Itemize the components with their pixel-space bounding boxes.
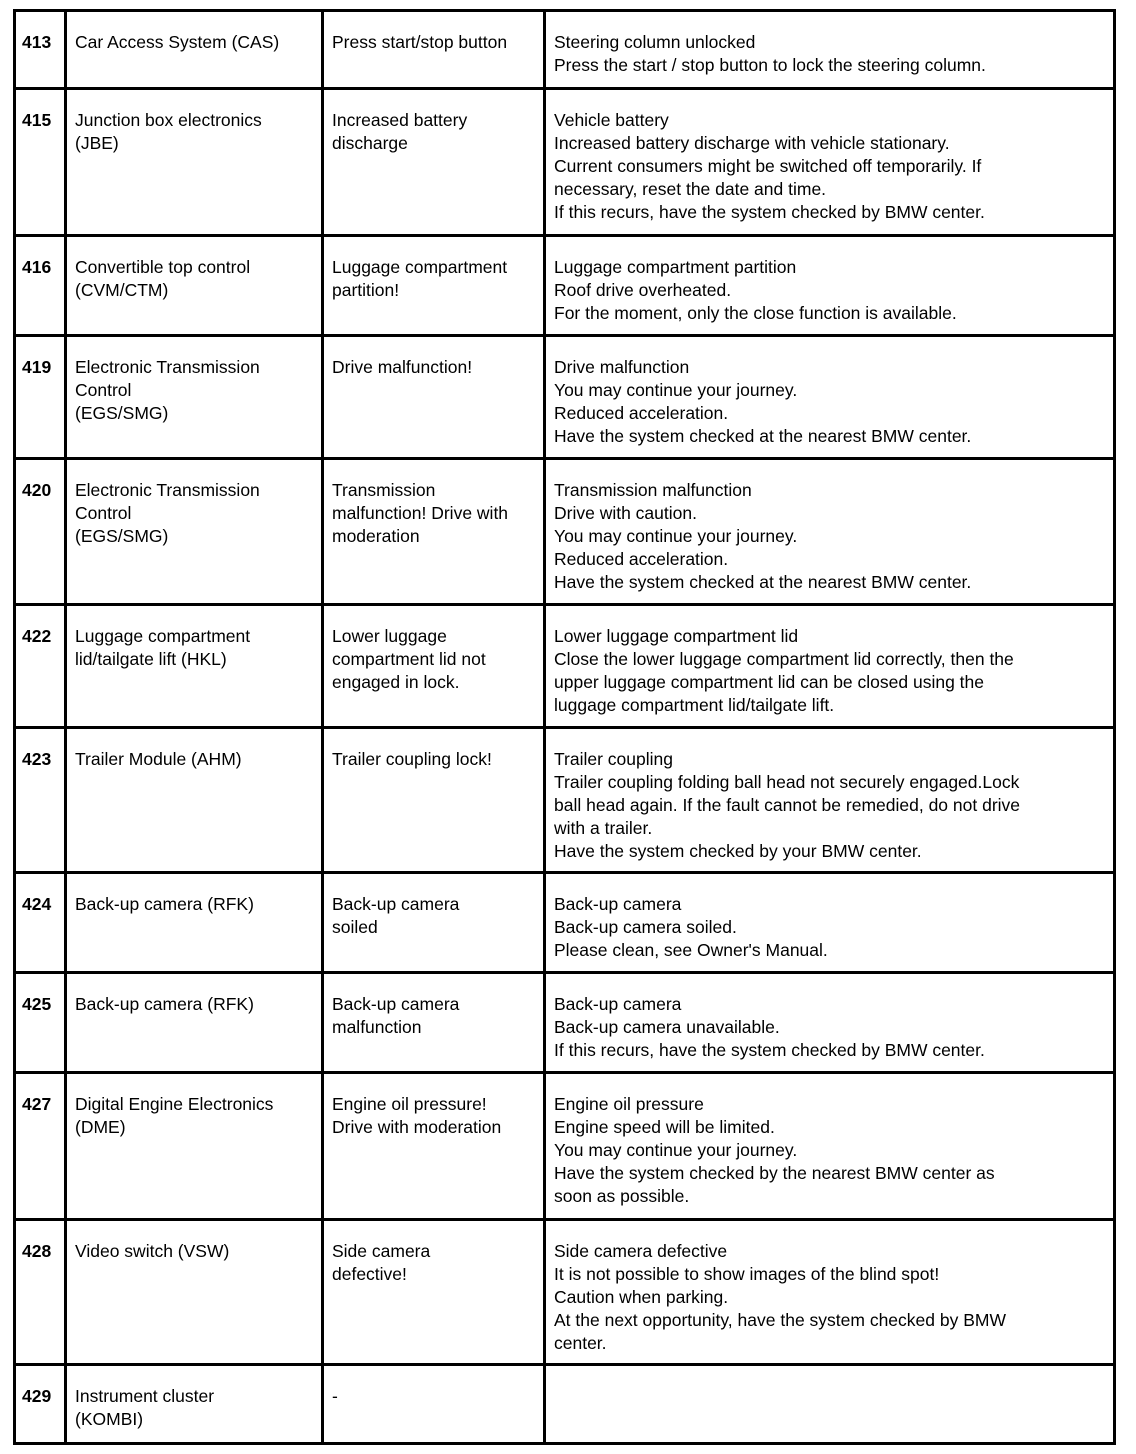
message-line: Side camera: [332, 1241, 431, 1261]
message-line: defective!: [332, 1264, 407, 1284]
message-line: Increased battery: [332, 110, 468, 130]
description-cell: [545, 1073, 1115, 1220]
description-line: Press the start / stop button to lock the steering column.: [554, 55, 986, 75]
description-line: Close the lower luggage compartment lid correctly, then the: [554, 649, 1014, 669]
module-line: (DME): [75, 1117, 126, 1137]
description-line: Have the system checked at the nearest BMW center.: [554, 572, 972, 592]
table-row: [15, 973, 1115, 1073]
description-line: luggage compartment lid/tailgate lift.: [554, 695, 835, 715]
table-row: [15, 1073, 1115, 1220]
description-line: Reduced acceleration.: [554, 403, 729, 423]
display-message-cell: [323, 605, 545, 728]
message-line: soiled: [332, 917, 378, 937]
description-cell: [545, 1220, 1115, 1365]
message-number: 427: [15, 1073, 66, 1220]
description-cell: [545, 236, 1115, 336]
module-line: (CVM/CTM): [75, 280, 169, 300]
message-number: 428: [15, 1220, 66, 1365]
message-number: 416: [15, 236, 66, 336]
description-line: soon as possible.: [554, 1186, 690, 1206]
description-line: necessary, reset the date and time.: [554, 179, 827, 199]
table-row: [15, 236, 1115, 336]
message-line: discharge: [332, 133, 408, 153]
description-line: center.: [554, 1333, 607, 1353]
message-line: Back-up camera: [332, 894, 460, 914]
module-line: Electronic Transmission: [75, 357, 260, 377]
message-line: -: [332, 1386, 338, 1406]
message-line: Engine oil pressure!: [332, 1094, 487, 1114]
description-line: Drive with caution.: [554, 503, 697, 523]
description-cell: [545, 1365, 1115, 1444]
control-module-cell: [66, 11, 323, 89]
description-line: If this recurs, have the system checked by BMW center.: [554, 202, 985, 222]
control-module-cell: [66, 973, 323, 1073]
table-row: [15, 11, 1115, 89]
description-line: Back-up camera: [554, 994, 682, 1014]
control-module-cell: [66, 236, 323, 336]
module-line: Back-up camera (RFK): [75, 994, 254, 1014]
module-line: Digital Engine Electronics: [75, 1094, 274, 1114]
display-message-cell: [323, 89, 545, 236]
message-number: 429: [15, 1365, 66, 1444]
message-line: Press start/stop button: [332, 32, 508, 52]
message-line: malfunction: [332, 1017, 422, 1037]
module-line: (EGS/SMG): [75, 526, 169, 546]
description-cell: [545, 973, 1115, 1073]
description-line: Drive malfunction: [554, 357, 690, 377]
table-row: [15, 459, 1115, 605]
description-line: At the next opportunity, have the system checked by BMW: [554, 1310, 1006, 1330]
module-line: Trailer Module (AHM): [75, 749, 242, 769]
table-row: [15, 1220, 1115, 1365]
module-line: (EGS/SMG): [75, 403, 169, 423]
description-line: Back-up camera unavailable.: [554, 1017, 780, 1037]
message-number: 422: [15, 605, 66, 728]
module-line: Control: [75, 380, 132, 400]
description-cell: [545, 605, 1115, 728]
message-number: 423: [15, 728, 66, 873]
message-number: 420: [15, 459, 66, 605]
message-number: 413: [15, 11, 66, 89]
description-line: If this recurs, have the system checked by BMW center.: [554, 1040, 985, 1060]
module-line: Junction box electronics: [75, 110, 262, 130]
description-line: For the moment, only the close function is available.: [554, 303, 957, 323]
table-row: [15, 728, 1115, 873]
description-line: Engine oil pressure: [554, 1094, 704, 1114]
table-row: [15, 605, 1115, 728]
message-line: Back-up camera: [332, 994, 460, 1014]
display-message-cell: [323, 11, 545, 89]
message-line: Transmission: [332, 480, 436, 500]
table-row: [15, 1365, 1115, 1444]
description-line: Lower luggage compartment lid: [554, 626, 799, 646]
message-number: 415: [15, 89, 66, 236]
description-line: Roof drive overheated.: [554, 280, 732, 300]
description-line: ball head again. If the fault cannot be remedied, do not drive: [554, 795, 1021, 815]
control-module-cell: [66, 1365, 323, 1444]
message-line: Lower luggage: [332, 626, 447, 646]
description-line: Reduced acceleration.: [554, 549, 729, 569]
control-module-cell: [66, 605, 323, 728]
description-line: Back-up camera soiled.: [554, 917, 737, 937]
description-cell: [545, 11, 1115, 89]
message-line: engaged in lock.: [332, 672, 460, 692]
message-line: partition!: [332, 280, 400, 300]
module-line: Back-up camera (RFK): [75, 894, 254, 914]
description-line: You may continue your journey.: [554, 380, 798, 400]
module-line: (KOMBI): [75, 1409, 144, 1429]
description-line: Have the system checked by the nearest BMW center as: [554, 1163, 995, 1183]
display-message-cell: [323, 1365, 545, 1444]
module-line: Convertible top control: [75, 257, 251, 277]
message-line: malfunction! Drive with: [332, 503, 509, 523]
display-message-cell: [323, 1073, 545, 1220]
description-line: with a trailer.: [554, 818, 653, 838]
description-cell: [545, 728, 1115, 873]
message-line: moderation: [332, 526, 420, 546]
description-line: You may continue your journey.: [554, 1140, 798, 1160]
description-line: Engine speed will be limited.: [554, 1117, 775, 1137]
control-module-cell: [66, 728, 323, 873]
message-number: 424: [15, 873, 66, 973]
description-line: Trailer coupling: [554, 749, 673, 769]
description-line: It is not possible to show images of the blind spot!: [554, 1264, 940, 1284]
description-line: Current consumers might be switched off temporarily. If: [554, 156, 982, 176]
description-cell: [545, 873, 1115, 973]
message-line: Trailer coupling lock!: [332, 749, 492, 769]
module-line: Video switch (VSW): [75, 1241, 230, 1261]
display-message-cell: [323, 459, 545, 605]
description-line: Increased battery discharge with vehicle stationary.: [554, 133, 950, 153]
description-line: Have the system checked at the nearest BMW center.: [554, 426, 972, 446]
description-line: Side camera defective: [554, 1241, 728, 1261]
description-line: Trailer coupling folding ball head not securely engaged.Lock: [554, 772, 1020, 792]
table-row: [15, 89, 1115, 236]
description-line: upper luggage compartment lid can be closed using the: [554, 672, 984, 692]
display-message-cell: [323, 728, 545, 873]
table-row: [15, 336, 1115, 459]
module-line: Control: [75, 503, 132, 523]
message-number: 425: [15, 973, 66, 1073]
table-body: [15, 11, 1115, 1444]
message-line: Drive with moderation: [332, 1117, 502, 1137]
description-line: You may continue your journey.: [554, 526, 798, 546]
description-line: Steering column unlocked: [554, 32, 756, 52]
control-module-cell: [66, 873, 323, 973]
description-line: Back-up camera: [554, 894, 682, 914]
module-line: (JBE): [75, 133, 119, 153]
module-line: Luggage compartment: [75, 626, 251, 646]
description-line: Caution when parking.: [554, 1287, 729, 1307]
control-module-cell: [66, 336, 323, 459]
message-line: Drive malfunction!: [332, 357, 473, 377]
display-message-cell: [323, 236, 545, 336]
description-line: Luggage compartment partition: [554, 257, 797, 277]
message-line: compartment lid not: [332, 649, 486, 669]
check-control-message-table: [13, 9, 1116, 1445]
display-message-cell: [323, 1220, 545, 1365]
table-row: [15, 873, 1115, 973]
description-line: Have the system checked by your BMW center.: [554, 841, 922, 861]
description-cell: [545, 459, 1115, 605]
description-cell: [545, 336, 1115, 459]
display-message-cell: [323, 336, 545, 459]
display-message-cell: [323, 873, 545, 973]
description-line: Transmission malfunction: [554, 480, 752, 500]
message-number: 419: [15, 336, 66, 459]
message-line: Luggage compartment: [332, 257, 508, 277]
module-line: Car Access System (CAS): [75, 32, 280, 52]
module-line: Electronic Transmission: [75, 480, 260, 500]
description-cell: [545, 89, 1115, 236]
description-line: Vehicle battery: [554, 110, 669, 130]
control-module-cell: [66, 89, 323, 236]
description-line: Please clean, see Owner's Manual.: [554, 940, 828, 960]
module-line: Instrument cluster: [75, 1386, 215, 1406]
module-line: lid/tailgate lift (HKL): [75, 649, 227, 669]
control-module-cell: [66, 1220, 323, 1365]
display-message-cell: [323, 973, 545, 1073]
control-module-cell: [66, 459, 323, 605]
control-module-cell: [66, 1073, 323, 1220]
